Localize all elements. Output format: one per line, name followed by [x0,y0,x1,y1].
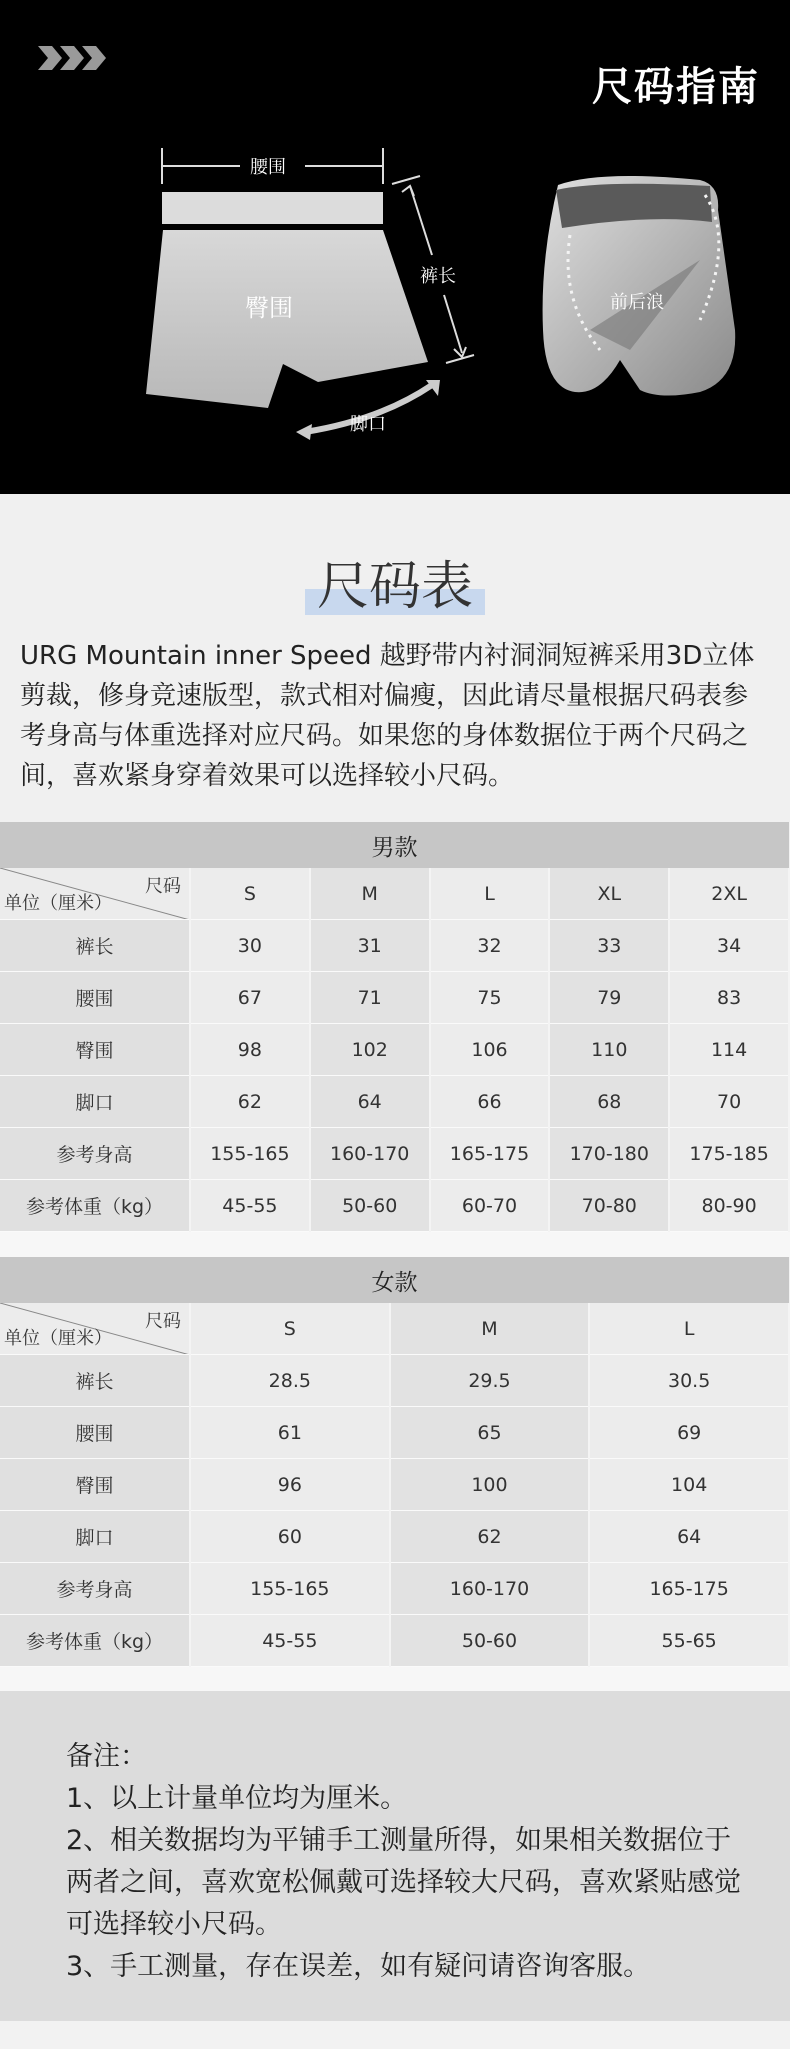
row-label: 臀围 [0,1459,190,1511]
row-label: 参考体重（kg） [0,1615,190,1667]
size-header-2xl: 2XL [669,868,789,920]
table-cell: 69 [589,1407,789,1459]
size-guide-hero [0,0,790,494]
table-cell: 34 [669,920,789,972]
table-cell: 60 [190,1511,390,1563]
notes-heading: 备注： [66,1741,147,1772]
table-cell: 70 [669,1076,789,1128]
corner-cell: 尺码 单位（厘米） [0,1303,190,1355]
table-cell: 60-70 [430,1180,550,1232]
table-cell: 45-55 [190,1180,310,1232]
size-header-xl: XL [549,868,669,920]
table-cell: 28.5 [190,1355,390,1407]
table-cell: 64 [589,1511,789,1563]
size-header-s: S [190,1303,390,1355]
size-header-l: L [589,1303,789,1355]
table-cell: 79 [549,972,669,1024]
table-cell: 75 [430,972,550,1024]
waist-label: 腰围 [250,157,286,178]
table-cell: 33 [549,920,669,972]
table-cell: 155-165 [190,1128,310,1180]
table-cell: 68 [549,1076,669,1128]
table-row [0,1180,789,1232]
row-label: 裤长 [0,1355,190,1407]
table-gap [0,1232,790,1257]
table-cell: 83 [669,972,789,1024]
table-row [0,972,789,1024]
table-cell: 32 [430,920,550,972]
table-cell: 50-60 [310,1180,430,1232]
size-header-l: L [430,868,550,920]
table-row [0,1407,789,1459]
table-row [0,1459,789,1511]
table-cell: 102 [310,1024,430,1076]
table-cell: 29.5 [390,1355,590,1407]
table-cell: 175-185 [669,1128,789,1180]
table-cell: 165-175 [589,1563,789,1615]
chevron-logo-icon [38,46,106,70]
size-header-m: M [310,868,430,920]
table-cell: 31 [310,920,430,972]
table-row [0,1024,789,1076]
table-cell: 62 [390,1511,590,1563]
note-item: 3、手工测量，存在误差，如有疑问请咨询客服。 [66,1951,651,1982]
table-cell: 30.5 [589,1355,789,1407]
table-cell: 160-170 [390,1563,590,1615]
row-label: 裤长 [0,920,190,972]
table-row [0,920,789,972]
intro-section [0,494,790,822]
table-cell: 67 [190,972,310,1024]
note-item: 2、相关数据均为平铺手工测量所得，如果相关数据位于两者之间，喜欢宽松佩戴可选择较大尺码，喜欢紧贴感觉可选择较小尺码。 [66,1825,741,1940]
row-label: 腰围 [0,972,190,1024]
notes-section [0,1691,790,2021]
corner-cell: 尺码 单位（厘米） [0,868,190,920]
table-cell: 61 [190,1407,390,1459]
table-row [0,1355,789,1407]
table-cell: 106 [430,1024,550,1076]
row-label: 参考体重（kg） [0,1180,190,1232]
row-label: 脚口 [0,1511,190,1563]
table-row [0,1076,789,1128]
note-item: 1、以上计量单位均为厘米。 [66,1783,408,1814]
table-gap [0,1667,790,1691]
women-header-row [0,1303,789,1355]
hip-label: 臀围 [245,294,293,322]
table-cell: 110 [549,1024,669,1076]
table-cell: 30 [190,920,310,972]
table-cell: 155-165 [190,1563,390,1615]
table-cell: 66 [430,1076,550,1128]
table-row [0,1128,789,1180]
table-cell: 165-175 [430,1128,550,1180]
table-cell: 100 [390,1459,590,1511]
row-label: 脚口 [0,1076,190,1128]
table-cell: 170-180 [549,1128,669,1180]
table-row [0,1615,789,1667]
table-cell: 104 [589,1459,789,1511]
row-label: 参考身高 [0,1563,190,1615]
table-cell: 96 [190,1459,390,1511]
page-title: 尺码指南 [592,64,760,110]
row-label: 腰围 [0,1407,190,1459]
men-size-table [0,822,790,1232]
table-cell: 50-60 [390,1615,590,1667]
size-chart-title: 尺码表 [305,544,485,619]
women-size-table [0,1257,790,1667]
row-label: 臀围 [0,1024,190,1076]
men-header-row [0,868,789,920]
table-row [0,1563,789,1615]
table-cell: 160-170 [310,1128,430,1180]
intro-description: URG Mountain inner Speed 越野带内衬洞洞短裤采用3D立体剪裁，修身竞速版型，款式相对偏瘦，因此请尽量根据尺码表参考身高与体重选择对应尺码。如果您的身体数据位于两个尺码之间，喜欢紧身穿着效果可以选择较小尺码。 [20,641,755,791]
table-cell: 45-55 [190,1615,390,1667]
leg-opening-label: 脚口 [350,414,386,435]
table-row [0,1511,789,1563]
table-cell: 55-65 [589,1615,789,1667]
table-cell: 114 [669,1024,789,1076]
rise-label: 前后浪 [610,292,664,313]
table-cell: 65 [390,1407,590,1459]
table-cell: 71 [310,972,430,1024]
table-cell: 64 [310,1076,430,1128]
row-label: 参考身高 [0,1128,190,1180]
table-cell: 80-90 [669,1180,789,1232]
women-table-caption: 女款 [0,1257,789,1303]
length-label: 裤长 [420,266,456,287]
size-header-s: S [190,868,310,920]
table-cell: 62 [190,1076,310,1128]
men-table-caption: 男款 [0,822,789,868]
table-cell: 70-80 [549,1180,669,1232]
waistband-shape [162,192,383,224]
table-cell: 98 [190,1024,310,1076]
size-header-m: M [390,1303,590,1355]
